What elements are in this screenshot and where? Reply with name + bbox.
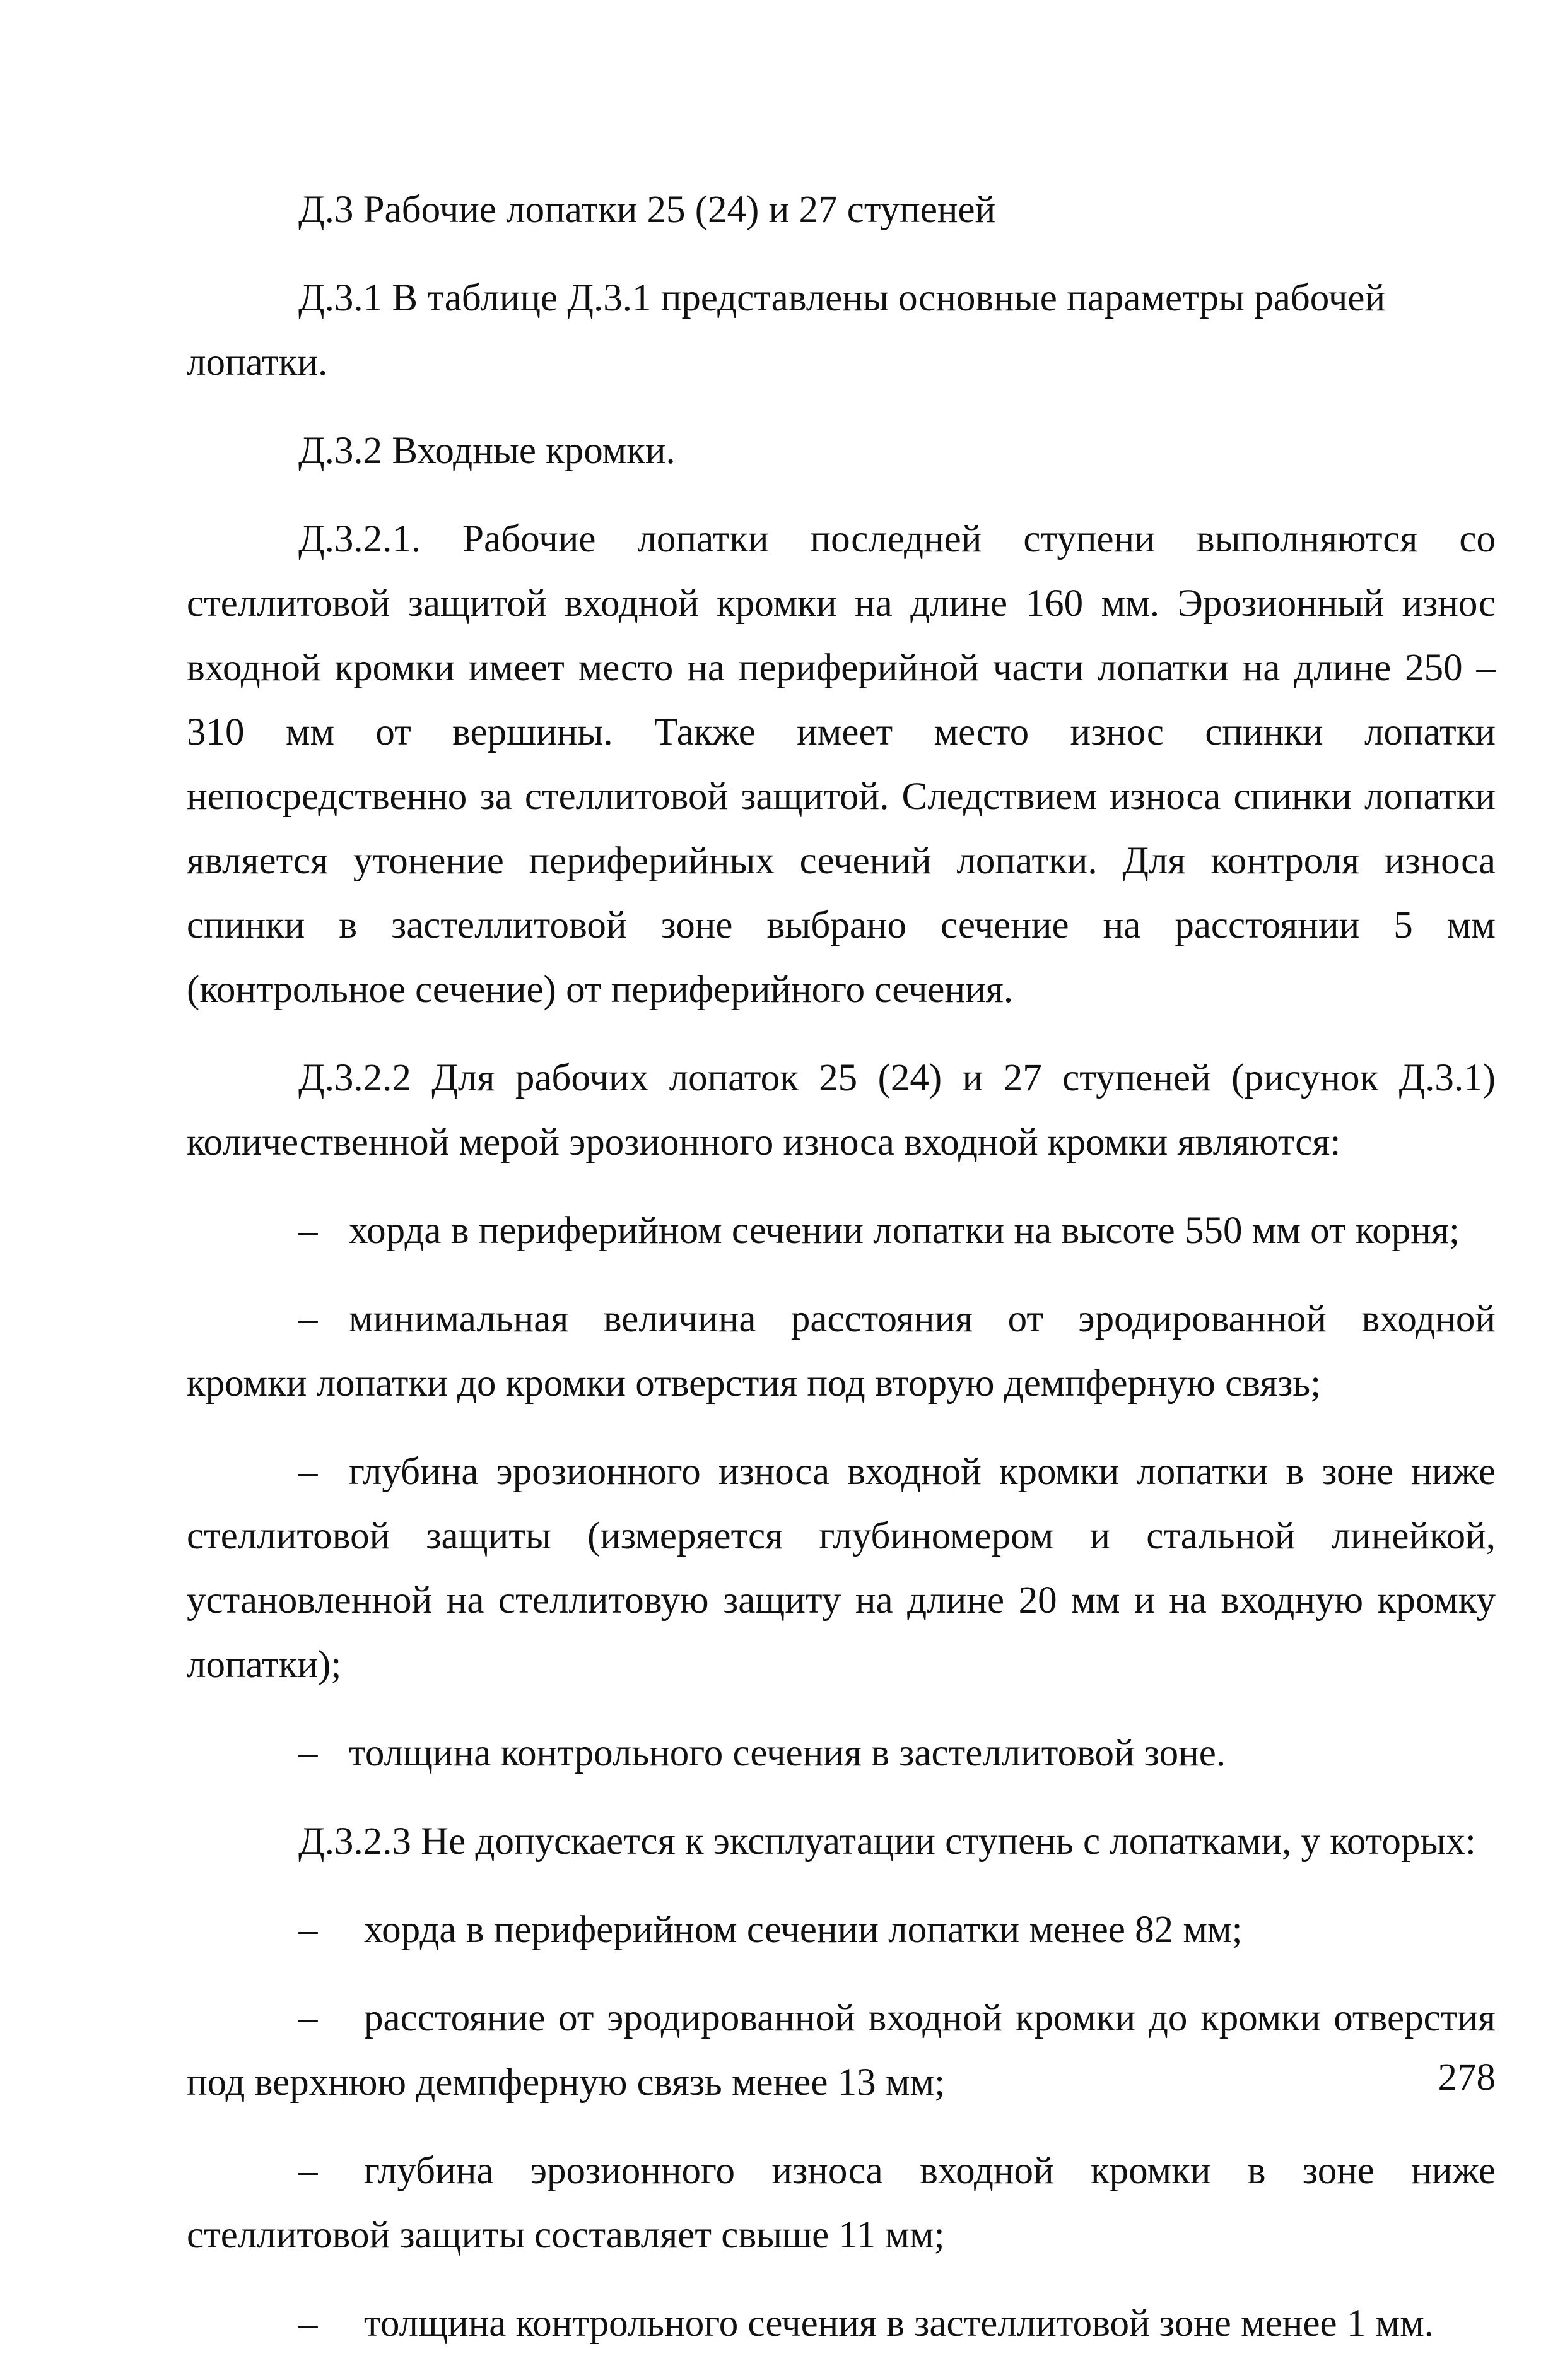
section-heading: Д.3 Рабочие лопатки 25 (24) и 27 ступеней bbox=[298, 189, 996, 231]
list-dash: – bbox=[298, 1732, 318, 1774]
list-item-text: хорда в периферийном сечении лопатки на высоте 550 мм от корня; bbox=[349, 1210, 1460, 1252]
list-item-text: минимальная величина расстояния от эродированной входной кромки лопатки до кромки отверстия под вторую демпферную связь; bbox=[187, 1298, 1496, 1405]
page-number: 278 bbox=[1438, 2056, 1496, 2099]
list-item bbox=[187, 2139, 1496, 2268]
list-dash: – bbox=[298, 1451, 318, 1493]
list-dash: – bbox=[298, 1298, 318, 1340]
paragraph-d-3-2-1: Д.3.2.1. Рабочие лопатки последней ступени выполняются со стеллитовой защитой входной кромки на длине 160 мм. Эрозионный износ входной кромки имеет место на периферийной части лопатки на длине 250 – 310 мм от вершины. Также имеет место износ спинки лопатки непосредственно за стеллитовой защитой. Следствием износа спинки лопатки является утонение периферийных сечений лопатки. Для контроля износа спинки в застеллитовой зоне выбрано сечение на расстоянии 5 мм (контрольное сечение) от периферийного сечения. bbox=[187, 518, 1496, 1011]
list-item bbox=[187, 1199, 1496, 1263]
list-dash: – bbox=[298, 1997, 318, 2039]
list-item-text: толщина контрольного сечения в застеллитовой зоне. bbox=[349, 1732, 1226, 1774]
list-item-text: глубина эрозионного износа входной кромки в зоне ниже стеллитовой защиты составляет свыше 11 мм; bbox=[187, 2150, 1496, 2256]
paragraph-d-3-2-2: Д.3.2.2 Для рабочих лопаток 25 (24) и 27 ступеней (рисунок Д.3.1) количественной мерой эрозионного износа входной кромки являются: bbox=[187, 1057, 1496, 1163]
list-item-text: глубина эрозионного износа входной кромки лопатки в зоне ниже стеллитовой защиты (измеряется глубиномером и стальной линейкой, установленной на стеллитовую защиту на длине 20 мм и на входную кромку лопатки); bbox=[187, 1451, 1496, 1686]
list-dash: – bbox=[298, 1210, 318, 1252]
list-item-text: расстояние от эродированной входной кромки до кромки отверстия под верхнюю демпферную связь менее 13 мм; bbox=[187, 1997, 1496, 2104]
list-item bbox=[187, 1287, 1496, 1416]
list-item-text: хорда в периферийном сечении лопатки менее 82 мм; bbox=[364, 1909, 1243, 1951]
page-body bbox=[187, 178, 1496, 2380]
list-item bbox=[187, 1986, 1496, 2115]
list-item bbox=[187, 1721, 1496, 1786]
list-dash: – bbox=[298, 2302, 318, 2345]
paragraph-d-3-2-3: Д.3.2.3 Не допускается к эксплуатации ступень с лопатками, у которых: bbox=[298, 1820, 1476, 1863]
list-item bbox=[187, 2292, 1496, 2356]
list-dash: – bbox=[298, 1909, 318, 1951]
list-item-text: толщина контрольного сечения в застеллитовой зоне менее 1 мм. bbox=[364, 2302, 1434, 2345]
list-item bbox=[187, 1440, 1496, 1697]
paragraph-d-3-1: Д.3.1 В таблице Д.3.1 представлены основные параметры рабочей лопатки. bbox=[187, 277, 1386, 384]
list-item bbox=[187, 1898, 1496, 1962]
list-dash: – bbox=[298, 2150, 318, 2192]
paragraph-d-3-2: Д.3.2 Входные кромки. bbox=[298, 430, 676, 472]
